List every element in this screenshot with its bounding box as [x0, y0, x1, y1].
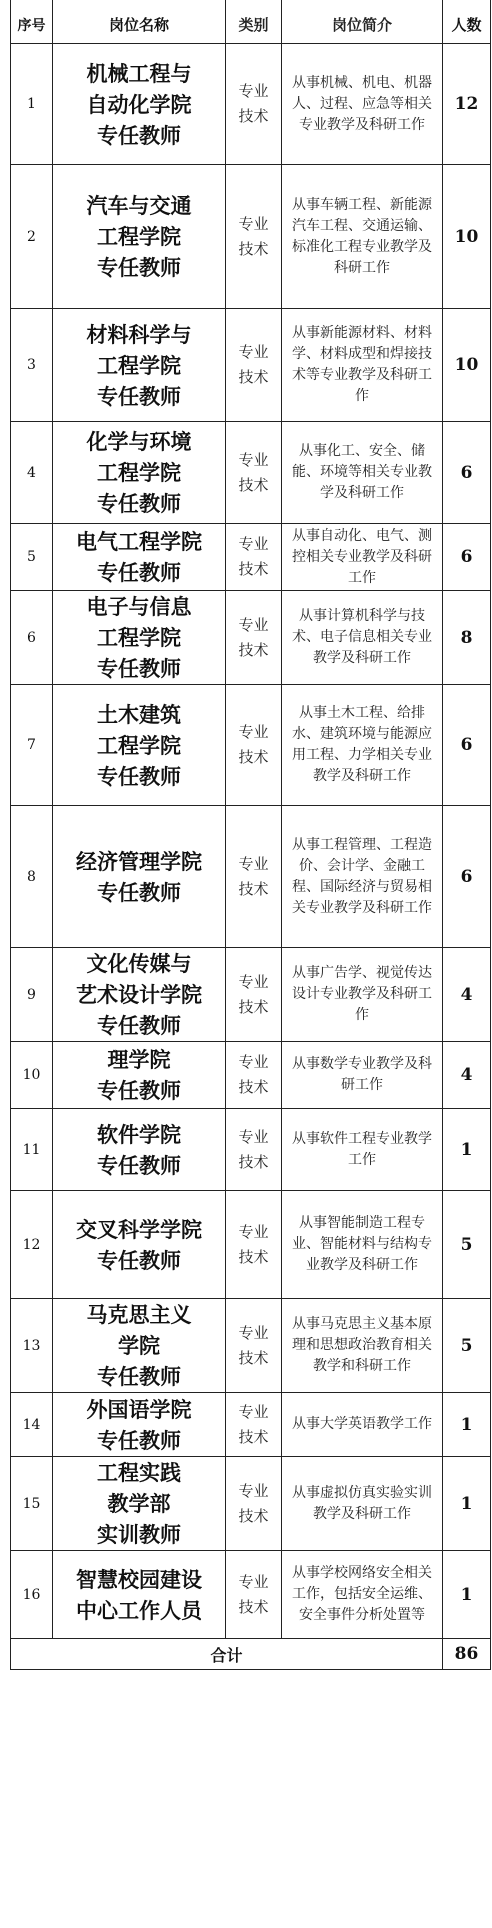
table-row	[11, 948, 491, 1042]
position-type-line: 技术	[238, 1427, 269, 1446]
table-header-row	[11, 0, 491, 44]
row-number: 1	[11, 44, 53, 165]
row-number: 11	[11, 1109, 53, 1191]
position-name-line: 实训教师	[97, 1522, 181, 1547]
position-name-line: 工程学院	[97, 625, 181, 650]
position-name-line: 马克思主义	[86, 1302, 192, 1327]
position-name-line: 工程学院	[97, 352, 181, 378]
table-row	[11, 1109, 491, 1191]
row-number: 13	[11, 1299, 53, 1393]
position-type	[226, 1042, 282, 1109]
row-number: 4	[11, 422, 53, 524]
position-description: 从事广告学、视觉传达设计专业教学及科研工作	[282, 948, 443, 1042]
row-number: 3	[11, 309, 53, 422]
header-no: 序号	[11, 0, 53, 44]
position-type-line: 专业	[238, 1127, 269, 1146]
position-name-line: 专任教师	[97, 1078, 181, 1103]
row-number: 15	[11, 1457, 53, 1551]
position-name-line: 材料科学与	[86, 321, 192, 347]
row-number: 16	[11, 1551, 53, 1639]
table-row	[11, 685, 491, 806]
header-count: 人数	[443, 0, 491, 44]
total-label: 合计	[11, 1639, 443, 1670]
position-type-line: 技术	[238, 1078, 269, 1096]
position-type-line: 专业	[238, 1222, 269, 1241]
position-type-line: 专业	[238, 535, 269, 553]
position-name-line: 外国语学院	[86, 1396, 192, 1422]
position-count: 6	[443, 422, 491, 524]
position-type-line: 专业	[238, 972, 269, 991]
row-number: 8	[11, 806, 53, 948]
position-type	[226, 1457, 282, 1551]
position-name-line: 理学院	[107, 1047, 171, 1072]
position-count: 8	[443, 591, 491, 685]
position-description: 从事大学英语教学工作	[282, 1393, 443, 1457]
position-type-line: 技术	[238, 997, 269, 1016]
position-name	[53, 685, 226, 806]
row-number: 6	[11, 591, 53, 685]
position-type	[226, 685, 282, 806]
position-name	[53, 1299, 226, 1393]
position-type-line: 技术	[238, 1506, 269, 1525]
header-desc: 岗位简介	[282, 0, 443, 44]
position-name-line: 专任教师	[97, 1152, 181, 1178]
table-row	[11, 806, 491, 948]
position-count: 12	[443, 44, 491, 165]
position-type-line: 技术	[238, 1247, 269, 1266]
position-name-line: 交叉科学学院	[76, 1216, 202, 1242]
position-type-line: 专业	[238, 343, 269, 361]
position-name-line: 专任教师	[97, 656, 181, 681]
position-type	[226, 1191, 282, 1299]
position-description: 从事工程管理、工程造价、会计学、金融工程、国际经济与贸易相关专业教学及科研工作	[282, 806, 443, 948]
position-type-line: 专业	[238, 1572, 269, 1591]
position-type-line: 技术	[238, 475, 269, 494]
position-count: 6	[443, 806, 491, 948]
position-name-line: 化学与环境	[86, 429, 192, 454]
table-row	[11, 1457, 491, 1551]
table-row	[11, 1042, 491, 1109]
position-type-line: 技术	[238, 1152, 269, 1171]
position-name-line: 机械工程与	[86, 60, 192, 86]
header-type: 类别	[226, 0, 282, 44]
position-name-line: 专任教师	[97, 1364, 181, 1389]
table-row	[11, 44, 491, 165]
position-type-line: 技术	[238, 107, 269, 125]
position-name	[53, 422, 226, 524]
position-count: 6	[443, 685, 491, 806]
position-name	[53, 1393, 226, 1457]
position-count: 1	[443, 1109, 491, 1191]
position-name-line: 自动化学院	[86, 91, 192, 117]
position-count: 4	[443, 1042, 491, 1109]
position-type	[226, 1299, 282, 1393]
table-row	[11, 309, 491, 422]
table-row	[11, 591, 491, 685]
position-type-line: 专业	[238, 854, 269, 873]
table-row	[11, 422, 491, 524]
position-type-line: 专业	[238, 723, 269, 741]
position-description: 从事数学专业教学及科研工作	[282, 1042, 443, 1109]
position-name-line: 专任教师	[97, 1013, 181, 1038]
table-row	[11, 1551, 491, 1639]
position-name-line: 电气工程学院	[76, 529, 202, 554]
position-type	[226, 591, 282, 685]
position-name-line: 专任教师	[97, 763, 181, 789]
position-type-line: 专业	[238, 1481, 269, 1500]
position-name-line: 专任教师	[97, 879, 181, 905]
position-name-line: 学院	[118, 1333, 160, 1358]
position-name	[53, 44, 226, 165]
row-number: 5	[11, 524, 53, 591]
position-type-line: 专业	[238, 450, 269, 469]
position-name-line: 工程学院	[97, 732, 181, 758]
position-description: 从事新能源材料、材料学、材料成型和焊接技术等专业教学及科研工作	[282, 309, 443, 422]
total-count: 86	[443, 1639, 491, 1670]
position-description: 从事软件工程专业教学工作	[282, 1109, 443, 1191]
table-row	[11, 1299, 491, 1393]
position-description: 从事马克思主义基本原理和思想政治教育相关教学和科研工作	[282, 1299, 443, 1393]
position-type-line: 专业	[238, 214, 269, 233]
position-count: 1	[443, 1551, 491, 1639]
row-number: 2	[11, 165, 53, 309]
row-number: 14	[11, 1393, 53, 1457]
position-count: 1	[443, 1457, 491, 1551]
position-count: 1	[443, 1393, 491, 1457]
position-type-line: 技术	[238, 640, 269, 659]
row-number: 12	[11, 1191, 53, 1299]
position-name-line: 智慧校园建设	[76, 1566, 202, 1592]
position-type	[226, 806, 282, 948]
position-name-line: 专任教师	[97, 255, 181, 280]
position-name-line: 专任教师	[97, 383, 181, 409]
position-description: 从事计算机科学与技术、电子信息相关专业教学及科研工作	[282, 591, 443, 685]
position-description: 从事智能制造工程专业、智能材料与结构专业教学及科研工作	[282, 1191, 443, 1299]
row-number: 7	[11, 685, 53, 806]
position-description: 从事化工、安全、储能、环境等相关专业教学及科研工作	[282, 422, 443, 524]
position-description: 从事虚拟仿真实验实训教学及科研工作	[282, 1457, 443, 1551]
position-name-line: 专任教师	[97, 491, 181, 516]
row-number: 10	[11, 1042, 53, 1109]
position-count: 10	[443, 165, 491, 309]
table-row	[11, 165, 491, 309]
position-name-line: 专任教师	[97, 1427, 181, 1453]
row-number: 9	[11, 948, 53, 1042]
position-description: 从事学校网络安全相关工作，包括安全运维、安全事件分析处置等	[282, 1551, 443, 1639]
position-type-line: 专业	[238, 1053, 269, 1071]
position-name-line: 艺术设计学院	[76, 982, 202, 1007]
recruitment-table	[10, 0, 491, 1670]
position-name-line: 中心工作人员	[76, 1597, 202, 1623]
position-name-line: 工程实践	[97, 1460, 181, 1485]
position-type	[226, 524, 282, 591]
position-name-line: 汽车与交通	[86, 193, 192, 218]
table-row	[11, 1393, 491, 1457]
position-type-line: 技术	[238, 239, 269, 258]
position-count: 5	[443, 1191, 491, 1299]
position-count: 10	[443, 309, 491, 422]
position-count: 4	[443, 948, 491, 1042]
position-name	[53, 309, 226, 422]
position-name-line: 电子与信息	[86, 594, 192, 619]
position-name-line: 专任教师	[97, 1247, 181, 1273]
position-type-line: 专业	[238, 1402, 269, 1421]
position-name	[53, 524, 226, 591]
position-name	[53, 806, 226, 948]
position-name-line: 工程学院	[97, 460, 181, 485]
position-type	[226, 422, 282, 524]
position-name	[53, 1191, 226, 1299]
position-name-line: 专任教师	[97, 122, 181, 148]
position-name-line: 专任教师	[97, 560, 181, 585]
position-type	[226, 1109, 282, 1191]
position-count: 5	[443, 1299, 491, 1393]
position-count: 6	[443, 524, 491, 591]
position-type	[226, 1393, 282, 1457]
position-type	[226, 948, 282, 1042]
position-type-line: 专业	[238, 1323, 269, 1342]
position-type	[226, 165, 282, 309]
position-type	[226, 1551, 282, 1639]
position-type-line: 专业	[238, 615, 269, 634]
position-name	[53, 948, 226, 1042]
position-name	[53, 1109, 226, 1191]
position-name	[53, 1551, 226, 1639]
position-name-line: 软件学院	[97, 1121, 181, 1147]
position-type	[226, 309, 282, 422]
position-name	[53, 591, 226, 685]
position-type-line: 技术	[238, 879, 269, 898]
header-name: 岗位名称	[53, 0, 226, 44]
position-type-line: 专业	[238, 82, 269, 100]
position-name-line: 工程学院	[97, 224, 181, 249]
position-name-line: 经济管理学院	[76, 848, 202, 874]
position-name-line: 土木建筑	[97, 701, 181, 727]
position-name-line: 教学部	[107, 1491, 171, 1516]
total-row	[11, 1639, 491, 1670]
position-description: 从事自动化、电气、测控相关专业教学及科研工作	[282, 524, 443, 591]
position-type-line: 技术	[238, 368, 269, 386]
position-description: 从事土木工程、给排水、建筑环境与能源应用工程、力学相关专业教学及科研工作	[282, 685, 443, 806]
position-type-line: 技术	[238, 748, 269, 766]
position-name	[53, 1457, 226, 1551]
position-type-line: 技术	[238, 1348, 269, 1367]
position-name	[53, 1042, 226, 1109]
position-type	[226, 44, 282, 165]
position-description: 从事车辆工程、新能源汽车工程、交通运输、标准化工程专业教学及科研工作	[282, 165, 443, 309]
position-type-line: 技术	[238, 1597, 269, 1616]
position-description: 从事机械、机电、机器人、过程、应急等相关专业教学及科研工作	[282, 44, 443, 165]
position-name-line: 文化传媒与	[86, 951, 192, 976]
table-row	[11, 524, 491, 591]
position-type-line: 技术	[238, 560, 269, 578]
position-name	[53, 165, 226, 309]
table-row	[11, 1191, 491, 1299]
